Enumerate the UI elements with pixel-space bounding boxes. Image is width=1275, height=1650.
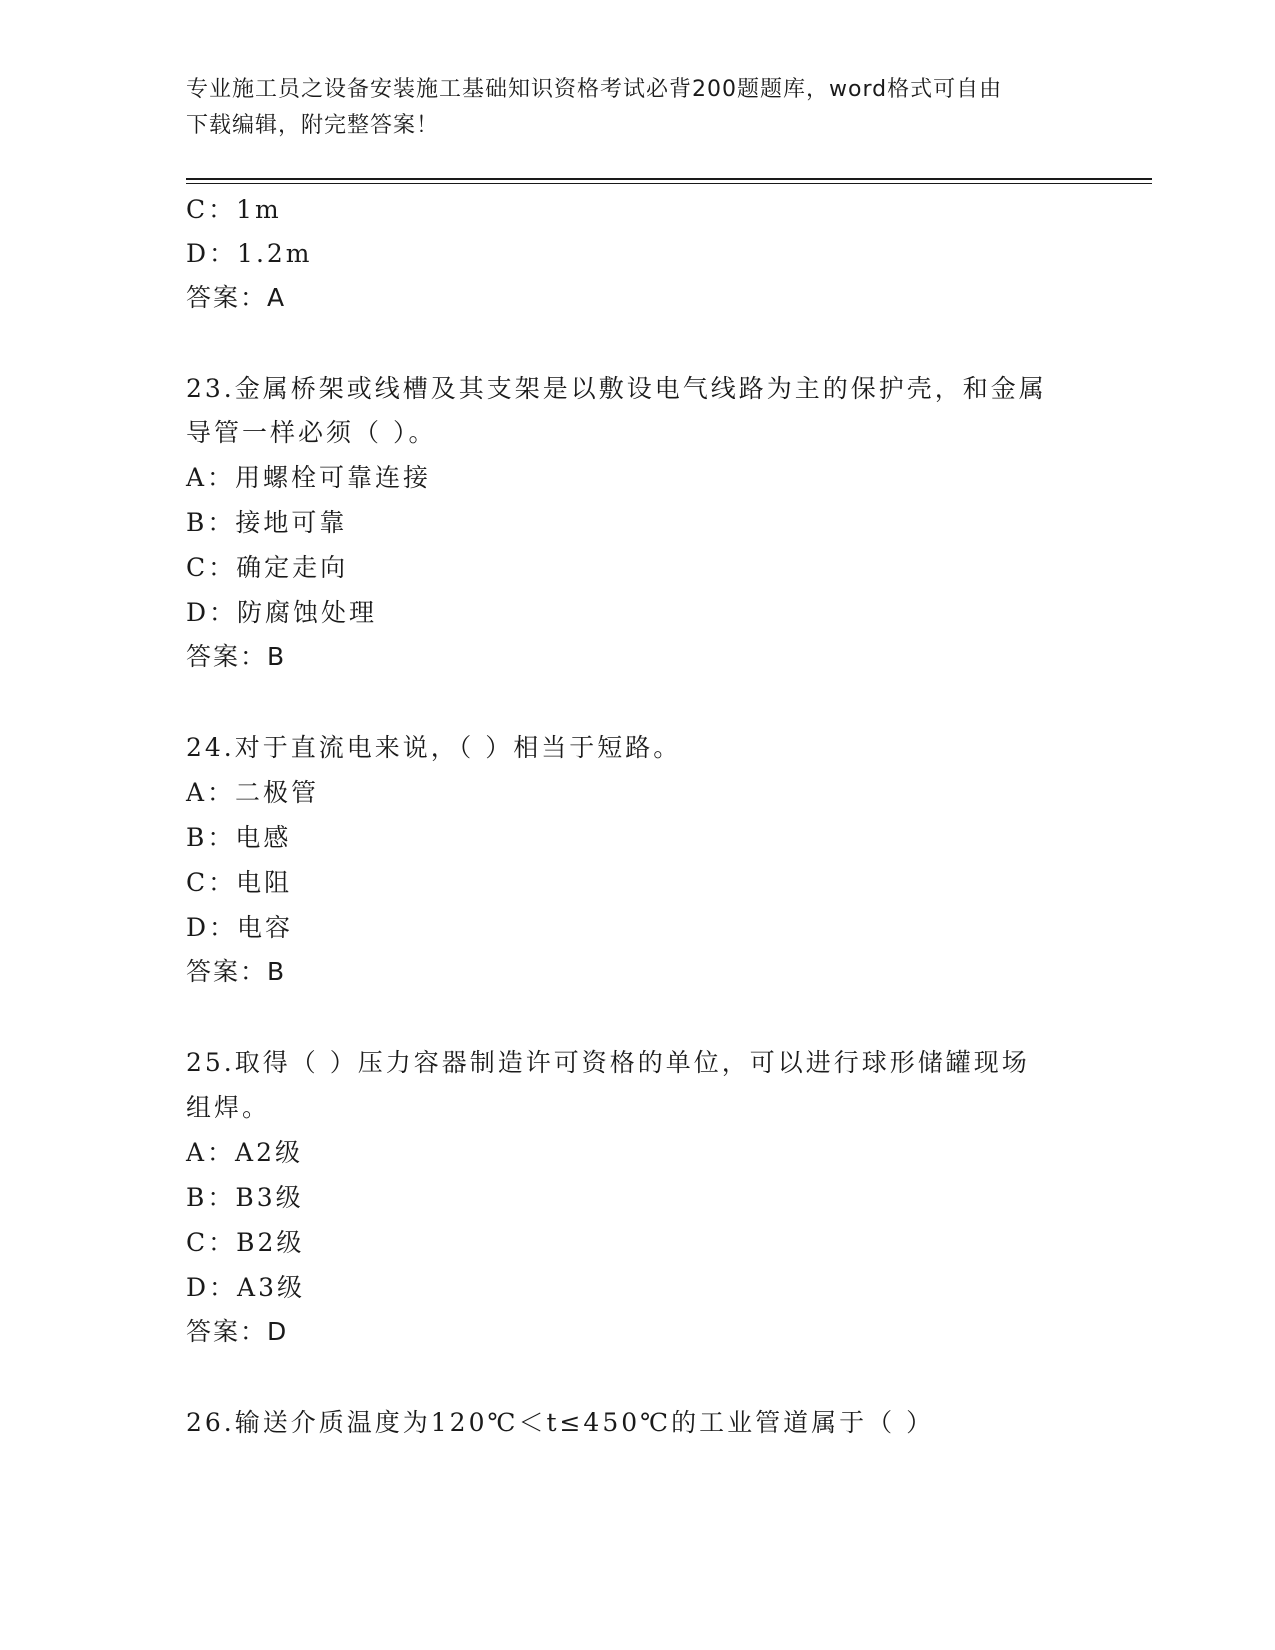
header-line-1: 专业施工员之设备安装施工基础知识资格考试必背200题题库，word格式可自由	[186, 77, 1003, 102]
q25-stem-line-1: 25.取得（ ）压力容器制造许可资格的单位，可以进行球形储罐现场	[186, 1048, 1030, 1077]
q23-stem-line-2: 导管一样必须（ ）。	[186, 418, 437, 447]
q24-option-a: A：二极管	[186, 778, 320, 807]
header-line-2: 下载编辑，附完整答案！	[186, 113, 440, 138]
q26-stem-line-1: 26.输送介质温度为120℃＜t≤450℃的工业管道属于（ ）	[186, 1408, 935, 1437]
q24-stem-line-1: 24.对于直流电来说，（ ）相当于短路。	[186, 733, 682, 762]
q25-option-c: C：B2级	[186, 1228, 305, 1257]
q23-option-a: A：用螺栓可靠连接	[186, 463, 432, 492]
q25-stem-line-2: 组焊。	[186, 1093, 271, 1122]
document-header	[186, 72, 1076, 144]
q22-option-d: D：1.2m	[186, 239, 313, 268]
header-divider-thick	[186, 178, 1152, 180]
q22-answer: 答案：A	[186, 283, 287, 312]
q22-option-c: C：1m	[186, 195, 282, 224]
q24-option-d: D：电容	[186, 913, 294, 942]
header-divider-thin	[186, 183, 1152, 184]
q24-answer: 答案：B	[186, 957, 287, 986]
q25-option-a: A：A2级	[186, 1138, 304, 1167]
q25-option-d: D：A3级	[186, 1273, 306, 1302]
q23-option-b: B：接地可靠	[186, 508, 348, 537]
q24-option-b: B：电感	[186, 823, 292, 852]
q23-option-c: C：确定走向	[186, 553, 349, 582]
q23-stem-line-1: 23.金属桥架或线槽及其支架是以敷设电气线路为主的保护壳，和金属	[186, 374, 1047, 403]
q25-answer: 答案：D	[186, 1317, 289, 1346]
q25-option-b: B：B3级	[186, 1183, 304, 1212]
q23-option-d: D：防腐蚀处理	[186, 598, 378, 627]
q24-option-c: C：电阻	[186, 868, 293, 897]
q23-answer: 答案：B	[186, 642, 287, 671]
